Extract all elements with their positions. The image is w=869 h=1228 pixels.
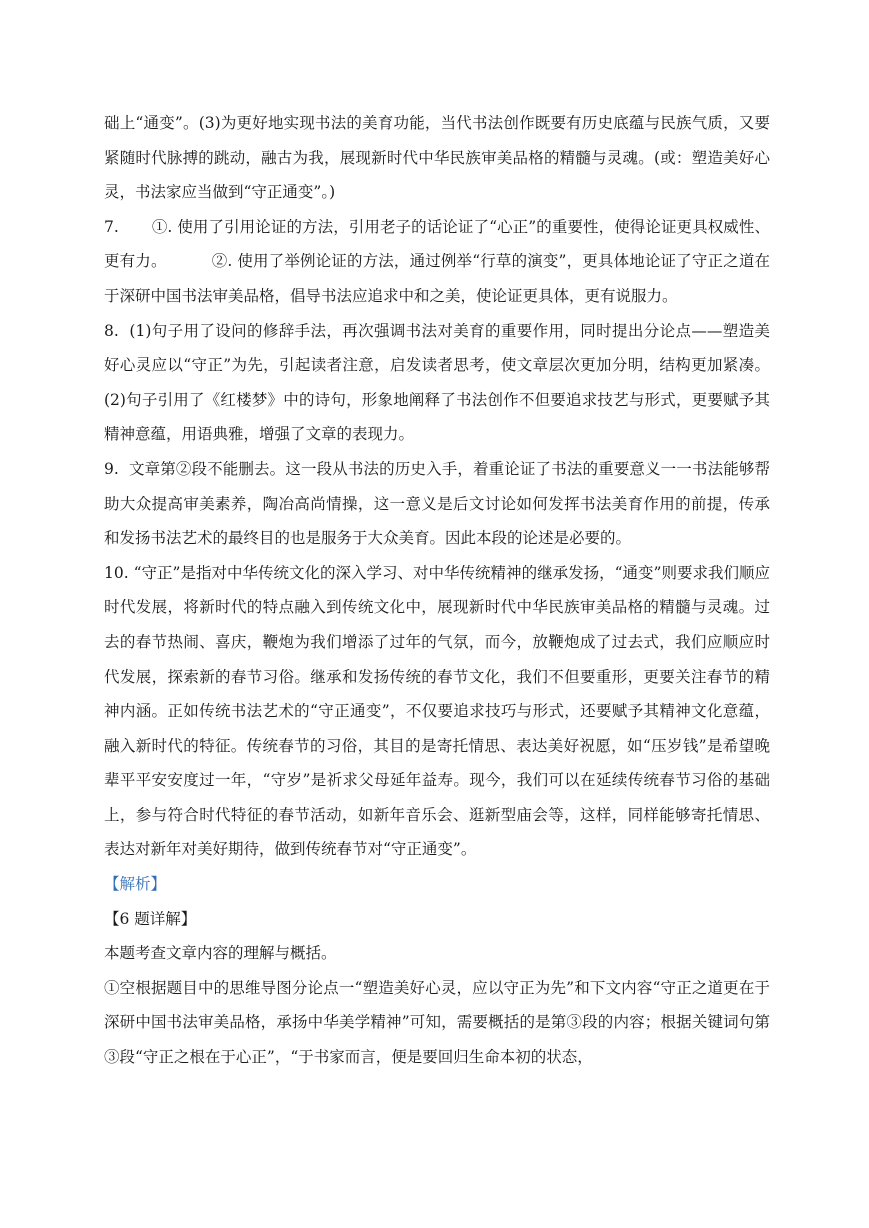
question-6-analysis-text: ①空根据题目中的思维导图分论点一“塑造美好心灵，应以守正为先”和下文内容“守正之道更在于深研中国书法审美品格，承扬中华美学精神”可知，需要概括的是第③段的内容；根据关键词句第③段“守正之根在于心正”，“于书家而言，便是要回归生命本初的状态， <box>104 978 770 1067</box>
answer-10-text: “守正”是指对中华传统文化的深入学习、对中华传统精神的继承发扬，“通变”则要求我们顺应时代发展，将新时代的特点融入到传统文化中，展现新时代中华民族审美品格的精髓与灵魂。过去的春节热闹、喜庆，鞭炮为我们增添了过年的气氛，而今，放鞭炮成了过去式，我们应顺应时代发展，探索新的春节习俗。继承和发扬传统的春节文化，我们不但要重形，更要关注春节的精神内涵。正如传统书法艺术的“守正通变”，不仅要追求技巧与形式，还要赋予其精神文化意蕴，融入新时代的特征。传统春节的习俗，其目的是寄托情思、表达美好祝愿，如“压岁钱”是希望晚辈平平安安度过一年，“守岁”是祈求父母延年益寿。现今，我们可以在延续传统春节习俗的基础上，参与符合时代特征的春节活动，如新年音乐会、逛新型庙会等，这样，同样能够寄托情思、表达对新年对美好期待，做到传统春节对“守正通变”。 <box>104 563 770 859</box>
question-6-heading-text: 【6 题详解】 <box>104 909 197 928</box>
answer-10 <box>104 556 770 867</box>
question-6-intro <box>104 936 770 971</box>
answer-7-part-b: ②. 使用了举例论证的方法，通过例举“行草的演变”，更具体地论证了守正之道在于深研中国书法审美品格，倡导书法应追求中和之美，使论证更具体，更有说服力。 <box>104 252 770 305</box>
answer-7 <box>104 210 770 314</box>
answer-9-text: 文章第②段不能删去。这一段从书法的历史入手，着重论证了书法的重要意义一一书法能够帮助大众提高审美素养，陶冶高尚情操，这一意义是后文讨论如何发挥书法美育作用的前提，传承和发扬书法艺术的最终目的也是服务于大众美育。因此本段的论述是必要的。 <box>104 459 770 548</box>
question-6-intro-text: 本题考查文章内容的理解与概括。 <box>104 944 337 963</box>
analysis-label <box>104 867 770 902</box>
answer-8-number: 8. <box>104 321 119 340</box>
document-body <box>104 106 770 1075</box>
answer-7-part-a: ①. 使用了引用论证的方法，引用老子的话论证了“心正”的重要性，使得论证更具权威性、更有力。 <box>104 217 770 271</box>
answer-8 <box>104 314 770 452</box>
answer-7-number: 7. <box>104 217 119 236</box>
answer-9-number: 9. <box>104 459 119 478</box>
answer-10-number: 10. <box>104 563 129 582</box>
question-6-analysis <box>104 971 770 1075</box>
answer-9 <box>104 452 770 556</box>
answer-6-text: 础上“通变”。(3)为更好地实现书法的美育功能，当代书法创作既要有历史底蕴与民族气质，又要紧随时代脉搏的跳动，融古为我，展现新时代中华民族审美品格的精髓与灵魂。(或：塑造美好心灵，书法家应当做到“守正通变”。) <box>104 114 770 202</box>
answer-8-text: (1)句子用了设问的修辞手法，再次强调书法对美育的重要作用，同时提出分论点——塑造美好心灵应以“守正”为先，引起读者注意，启发读者思考，使文章层次更加分明，结构更加紧凑。(2)句子引用了《红楼梦》中的诗句，形象地阐释了书法创作不但要追求技艺与形式，更要赋予其精神意蕴，用语典雅，增强了文章的表现力。 <box>104 321 770 444</box>
analysis-heading: 【解析】 <box>104 875 167 894</box>
question-6-heading <box>104 902 770 937</box>
answer-6-continuation <box>104 106 770 210</box>
